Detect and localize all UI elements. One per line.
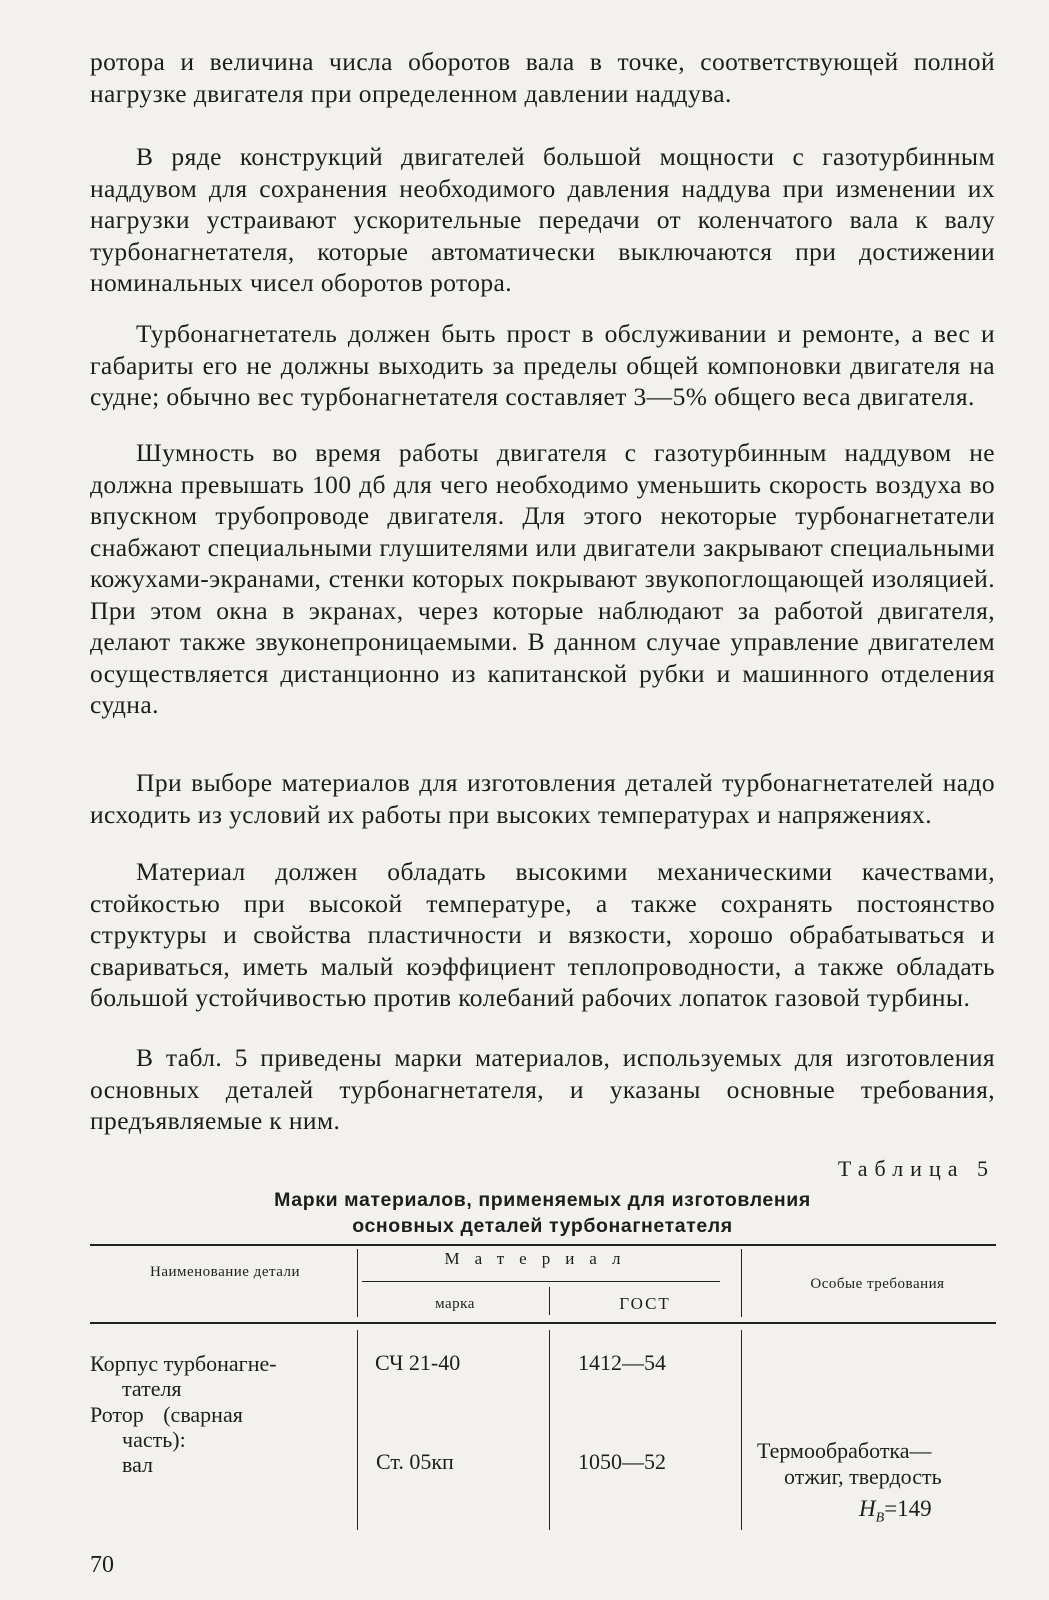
paragraph-5: При выборе материалов для изготовления деталей турбонагнетателей надо исходить из условий их работы при высоких температурах и напряжениях. (90, 768, 995, 829)
table-title-line-1: Марки материалов, применяемых для изготовления (274, 1189, 811, 1211)
row-3-req-line-2: отжиг, твердость (784, 1464, 942, 1489)
header-part-name: Наименование детали (149, 1264, 301, 1280)
hardness-symbol: H (859, 1496, 876, 1521)
body-divider-2 (549, 1330, 550, 1530)
paragraph-6: Материал должен обладать высокими механическими качествами, стойкостью при высокой температуре, а также сохранять постоянство структуры и свойства пластичности и вязкости, хорошо обрабатываться и свариваться, иметь малый коэффициент теплопроводности, а также обладать большой устойчивостью против колебаний рабочих лопаток газовой турбины. (90, 857, 995, 1012)
row-2-name-line-1: Ротор (сварная (90, 1402, 243, 1427)
paragraph-7: В табл. 5 приведены марки материалов, используемых для изготовления основных деталей турбонагнетателя, и указаны основные требования, предъявляемые к ним. (90, 1043, 995, 1135)
table-label: Таблица 5 (837, 1156, 995, 1181)
paragraph-4: Шумность во время работы двигателя с газотурбинным наддувом не должна превышать 100 дб для чего необходимо уменьшить скорость воздуха во впускном трубопроводе двигателя. Для этого некоторые турбонагнетатели снабжают специальными глушителями или двигатели закрывают специальными кожухами-экранами, стенки которых покрывают звукопоглощающей изоляцией. При этом окна в экранах, через которые наблюдают за работой двигателя, делают также звуконепроницаемыми. В данном случае управление двигателем осуществляется дистанционно из капитанской рубки и машинного отделения судна. (90, 438, 995, 719)
table-header-rule (90, 1322, 996, 1324)
row-3-grade: Ст. 05кп (376, 1449, 454, 1474)
row-1-gost: 1412—54 (578, 1350, 666, 1375)
header-requirements: Особые требования (810, 1276, 945, 1292)
row-3-name: вал (122, 1452, 154, 1477)
row-2-name-line-2: часть): (122, 1427, 186, 1452)
table-title (90, 1187, 995, 1239)
header-divider-1 (357, 1249, 358, 1317)
row-3-gost: 1050—52 (578, 1449, 666, 1474)
body-divider-1 (357, 1330, 358, 1530)
header-material: Материал (444, 1249, 636, 1268)
row-3-req-line-1: Термообработка— (757, 1438, 932, 1463)
hardness-value: =149 (884, 1496, 932, 1521)
row-1-grade: СЧ 21-40 (375, 1350, 461, 1375)
hardness-subscript: B (875, 1510, 885, 1526)
table-top-rule (90, 1244, 996, 1246)
body-divider-3 (741, 1330, 742, 1530)
row-1-name-line-1: Корпус турбонагне- (90, 1351, 277, 1376)
paragraph-1: ротора и величина числа оборотов вала в точке, соответствующей полной нагрузке двигателя при определенном давлении наддува. (90, 47, 995, 108)
paragraph-3: Турбонагнетатель должен быть прост в обслуживании и ремонте, а вес и габариты его не должны выходить за пределы общей компоновки двигателя на судне; обычно вес турбонагнетателя составляет 3—5% общего веса двигателя. (90, 319, 995, 411)
row-1-name-line-2: тателя (122, 1376, 182, 1401)
header-divider-3 (741, 1249, 742, 1317)
row-3-hardness (859, 1496, 932, 1531)
page-number: 70 (90, 1552, 114, 1578)
table-title-line-2: основных деталей турбонагнетателя (352, 1215, 733, 1237)
header-grade: марка (435, 1296, 475, 1312)
header-divider-2 (549, 1287, 550, 1315)
header-gost: ГОСТ (619, 1294, 671, 1313)
paragraph-2: В ряде конструкций двигателей большой мощности с газотурбинным наддувом для сохранения необходимого давления наддува при изменении их нагрузки устраивают ускорительные передачи от коленчатого вала к валу турбонагнетателя, которые автоматически выключаются при достижении номинальных чисел оборотов ротора. (90, 142, 995, 297)
material-under-rule (362, 1281, 720, 1282)
